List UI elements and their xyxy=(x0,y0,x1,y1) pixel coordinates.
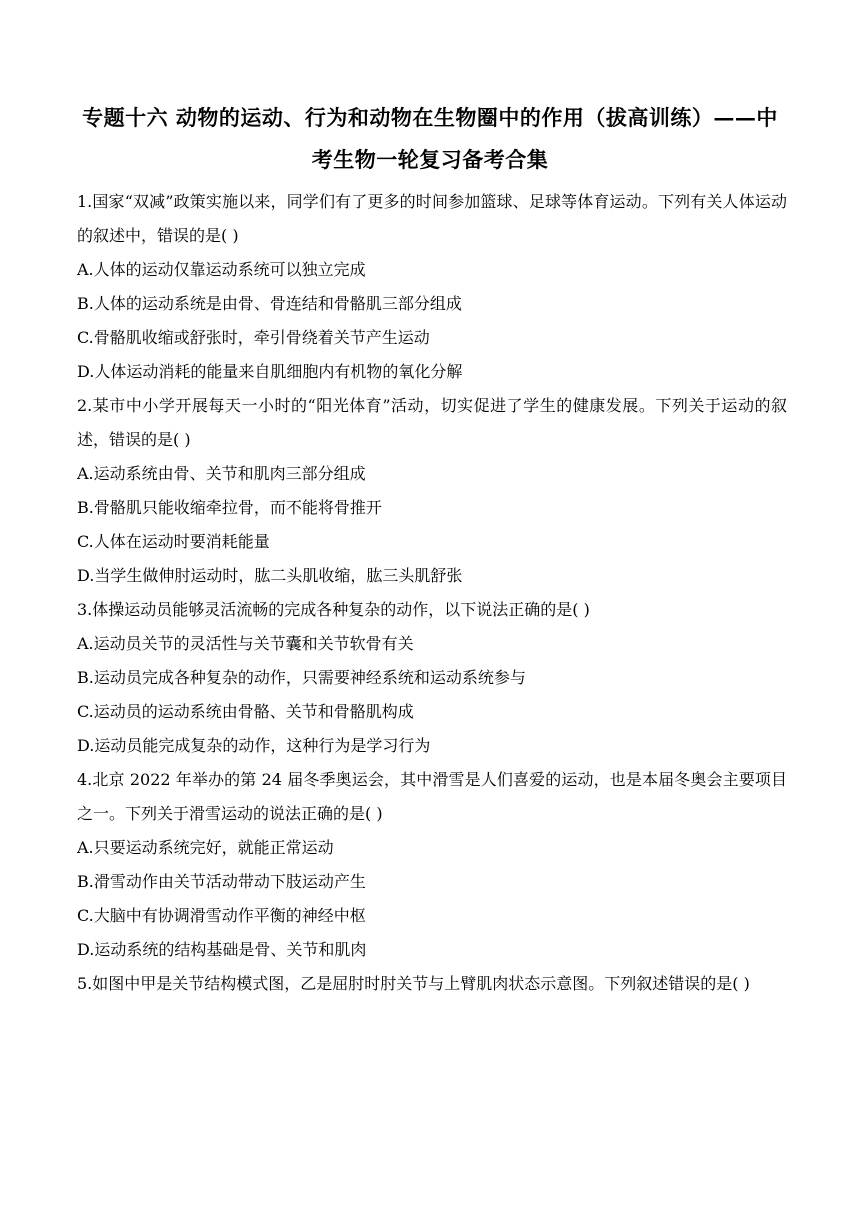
question-3-option-b: B.运动员完成各种复杂的动作，只需要神经系统和运动系统参与 xyxy=(77,668,526,687)
question-3-option-c: C.运动员的运动系统由骨骼、关节和骨骼肌构成 xyxy=(77,702,414,721)
question-4-option-a: A.只要运动系统完好，就能正常运动 xyxy=(77,838,334,857)
question-3-stem: 3.体操运动员能够灵活流畅的完成各种复杂的动作，以下说法正确的是( ) xyxy=(77,600,590,619)
question-2-option-c: C.人体在运动时要消耗能量 xyxy=(77,532,270,551)
question-1 xyxy=(77,185,787,389)
question-2-stem: 2.某市中小学开展每天一小时的“阳光体育”活动，切实促进了学生的健康发展。下列关于运动的叙述，错误的是( ) xyxy=(77,396,787,449)
question-2-option-b: B.骨骼肌只能收缩牵拉骨，而不能将骨推开 xyxy=(77,498,382,517)
question-3-option-a: A.运动员关节的灵活性与关节囊和关节软骨有关 xyxy=(77,634,414,653)
question-4 xyxy=(77,763,787,967)
question-5-stem: 5.如图中甲是关节结构模式图，乙是屈肘时肘关节与上臂肌肉状态示意图。下列叙述错误的是( ) xyxy=(77,974,750,993)
question-2-option-a: A.运动系统由骨、关节和肌肉三部分组成 xyxy=(77,464,366,483)
question-4-option-d: D.运动系统的结构基础是骨、关节和肌肉 xyxy=(77,940,367,959)
question-1-option-a: A.人体的运动仅靠运动系统可以独立完成 xyxy=(77,260,366,279)
document-title-line-2: 考生物一轮复习备考合集 xyxy=(311,147,549,172)
question-2-option-d: D.当学生做伸肘运动时，肱二头肌收缩，肱三头肌舒张 xyxy=(77,566,463,585)
question-1-option-c: C.骨骼肌收缩或舒张时，牵引骨绕着关节产生运动 xyxy=(77,328,430,347)
question-3-option-d: D.运动员能完成复杂的动作，这种行为是学习行为 xyxy=(77,736,431,755)
question-4-stem: 4.北京 2022 年举办的第 24 届冬季奥运会，其中滑雪是人们喜爱的运动，也是本届冬奥会主要项目之一。下列关于滑雪运动的说法正确的是( ) xyxy=(77,770,787,823)
question-3 xyxy=(77,593,787,763)
question-list xyxy=(77,185,787,1001)
document-title-line-1: 专题十六 动物的运动、行为和动物在生物圈中的作用（拔高训练）——中 xyxy=(82,105,778,130)
question-5 xyxy=(77,967,787,1001)
question-1-stem: 1.国家“双减”政策实施以来，同学们有了更多的时间参加篮球、足球等体育运动。下列有关人体运动的叙述中，错误的是( ) xyxy=(77,192,787,245)
question-2 xyxy=(77,389,787,593)
question-4-option-c: C.大脑中有协调滑雪动作平衡的神经中枢 xyxy=(77,906,366,925)
question-1-option-d: D.人体运动消耗的能量来自肌细胞内有机物的氧化分解 xyxy=(77,362,463,381)
question-4-option-b: B.滑雪动作由关节活动带动下肢运动产生 xyxy=(77,872,366,891)
question-1-option-b: B.人体的运动系统是由骨、骨连结和骨骼肌三部分组成 xyxy=(77,294,462,313)
